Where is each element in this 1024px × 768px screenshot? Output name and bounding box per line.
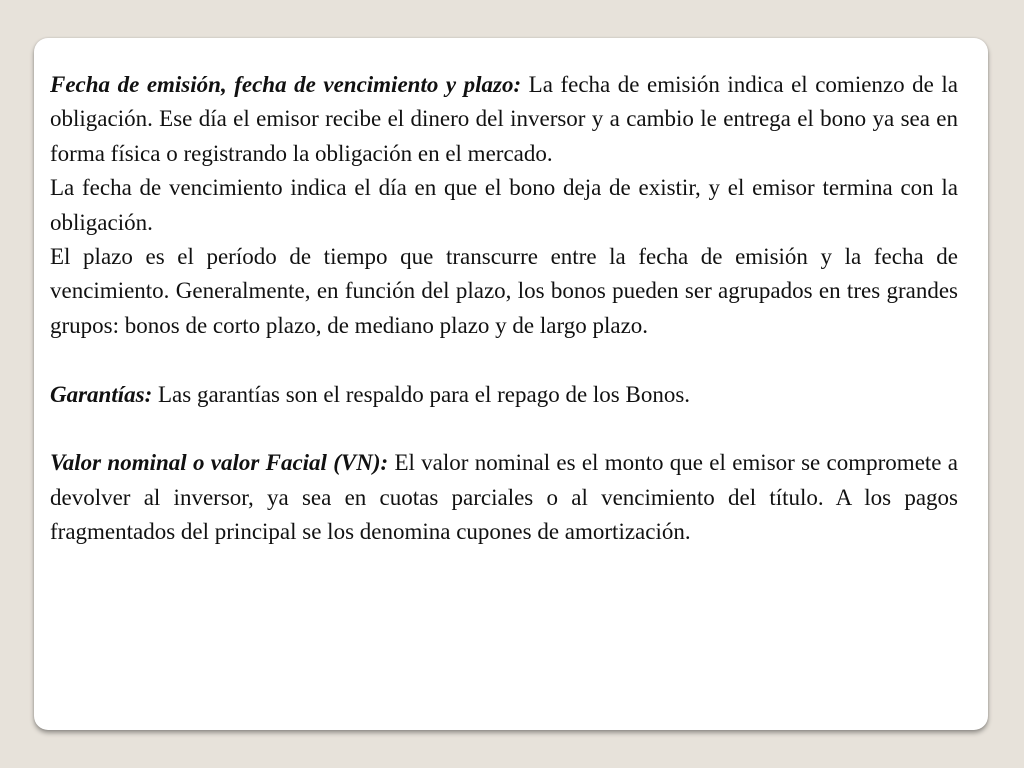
text-nominal-value: El valor nominal es el monto que el emisor se compromete a devolver al inversor, ya sea en cuotas parciales o al vencimiento del título. A los pagos fragmentados del principal se los denomina cupones de amortización. [50,450,958,545]
paragraph-guarantees [50,378,958,412]
spacer [50,412,958,446]
term-nominal-value: Valor nominal o valor Facial (VN): [50,450,389,476]
spacer [50,343,958,377]
text-issue-date: La fecha de emisión indica el comienzo de la obligación. Ese día el emisor recibe el dinero del inversor y a cambio le entrega el bono ya sea en forma física o registrando la obligación en el mercado. [50,72,958,166]
paragraph-term: El plazo es el período de tiempo que transcurre entre la fecha de emisión y la fecha de vencimiento. Generalmente, en función del plazo, los bonos pueden ser agrupados en tres grandes grupos: bonos de corto plazo, de mediano plazo y de largo plazo. [50,244,958,338]
paragraph-issue-date [50,68,958,171]
paragraph-nominal-value [50,446,958,549]
term-guarantees: Garantías: [50,381,153,407]
text-guarantees: Las garantías son el respaldo para el repago de los Bonos. [152,381,691,407]
slide-body [50,68,958,550]
term-issue-maturity-term: Fecha de emisión, fecha de vencimiento y plazo: [50,72,522,97]
paragraph-maturity-date: La fecha de vencimiento indica el día en que el bono deja de existir, y el emisor termina con la obligación. [50,175,958,235]
